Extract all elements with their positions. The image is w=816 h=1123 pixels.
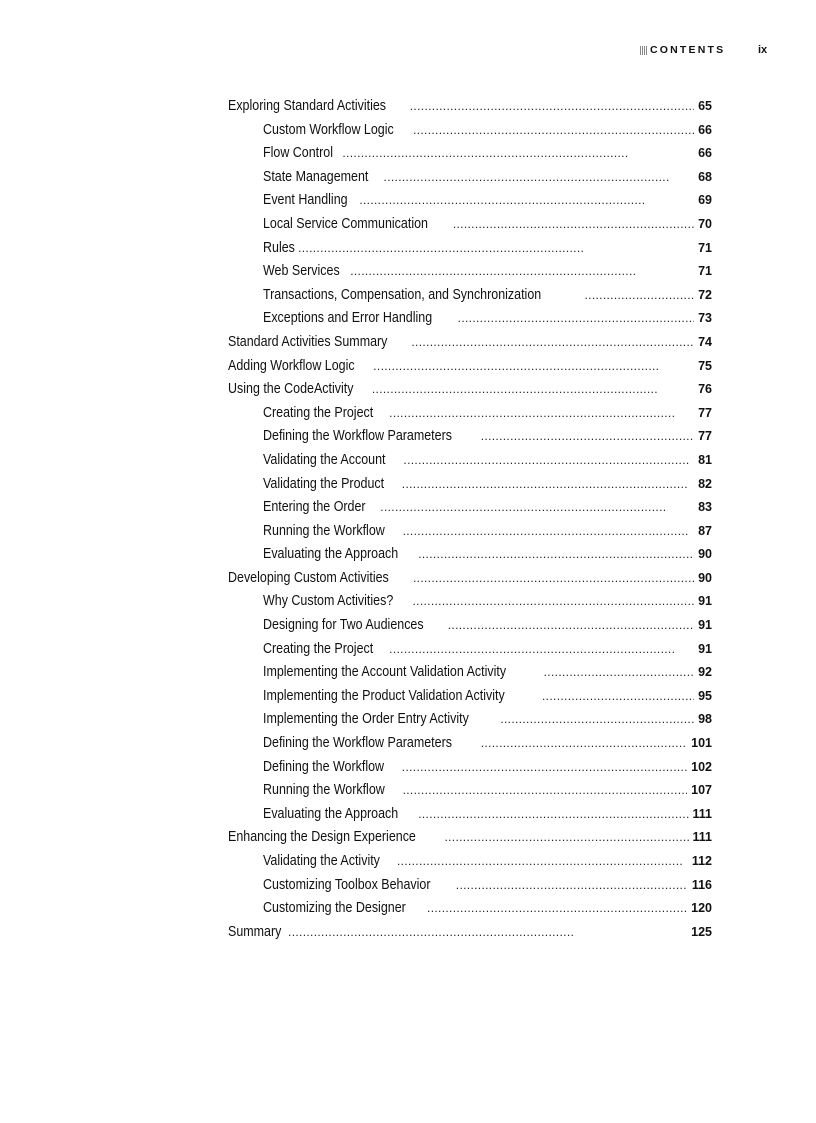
toc-entry-title: Running the Workflow — [263, 522, 385, 539]
toc-subentry[interactable] — [228, 546, 712, 570]
toc-entry-page: 120 — [691, 901, 712, 916]
toc-entry-title: Customizing the Designer — [263, 900, 406, 917]
toc-entry-title: Validating the Product — [263, 475, 385, 492]
dot-leader — [342, 146, 694, 160]
dot-leader — [448, 618, 694, 632]
toc-subentry[interactable] — [228, 641, 712, 665]
toc-subentry[interactable] — [228, 499, 712, 523]
toc-entry-page: 66 — [698, 122, 712, 137]
toc-entry-title: Rules — [263, 239, 295, 256]
toc-entry-title: Validating the Activity — [263, 853, 380, 869]
dot-leader — [413, 123, 694, 137]
dot-leader — [544, 665, 694, 679]
dot-leader — [413, 571, 694, 585]
toc-entry-title: Local Service Communication — [263, 215, 428, 232]
toc-entry-page: 74 — [698, 334, 712, 349]
toc-entry-page: 92 — [698, 665, 712, 680]
toc-entry-page: 69 — [698, 193, 712, 208]
running-head — [0, 42, 816, 58]
toc-entry-title: Defining the Workflow — [263, 758, 385, 775]
toc-entry-page: 102 — [691, 759, 712, 774]
toc-entry-page: 91 — [698, 594, 712, 609]
toc-subentry[interactable] — [228, 617, 712, 641]
dot-leader — [402, 760, 687, 774]
toc-entry-title: Defining the Workflow Parameters — [263, 428, 452, 445]
toc-subentry[interactable] — [228, 688, 712, 712]
running-head-label — [640, 42, 725, 58]
toc-entry-page: 76 — [698, 382, 712, 397]
toc-entry-title: Creating the Project — [263, 640, 374, 657]
dot-leader — [418, 547, 694, 561]
dot-leader — [418, 807, 688, 821]
dot-leader — [397, 854, 688, 868]
toc-entry[interactable] — [228, 98, 712, 122]
dot-leader — [584, 288, 694, 302]
toc-subentry[interactable] — [228, 428, 712, 452]
toc-entry-title: Exceptions and Error Handling — [263, 310, 433, 327]
toc-entry-title: Implementing the Order Entry Activity — [263, 711, 469, 728]
toc-entry-title: Web Services — [263, 263, 340, 280]
toc-subentry[interactable] — [228, 523, 712, 547]
toc-entry-page: 71 — [698, 240, 712, 255]
toc-subentry[interactable] — [228, 216, 712, 240]
toc-subentry[interactable] — [228, 476, 712, 500]
toc-entry-title: Transactions, Compensation, and Synchronization — [263, 286, 542, 303]
toc-subentry[interactable] — [228, 192, 712, 216]
toc-entry-page: 112 — [691, 854, 712, 868]
toc-entry-page: 111 — [692, 806, 712, 821]
toc-entry-page: 90 — [698, 570, 712, 585]
dot-leader — [403, 453, 694, 467]
toc-entry-page: 116 — [691, 877, 712, 892]
toc-entry-page: 90 — [698, 547, 712, 562]
toc-entry-title: Validating the Account — [263, 451, 386, 468]
dot-leader — [410, 99, 694, 113]
toc-subentry[interactable] — [228, 240, 712, 264]
toc-subentry[interactable] — [228, 145, 712, 169]
dot-leader — [500, 712, 694, 726]
dot-leader — [481, 736, 687, 750]
dot-leader — [384, 170, 695, 184]
toc-subentry[interactable] — [228, 263, 712, 287]
toc-entry-title: Evaluating the Approach — [263, 805, 399, 822]
toc-entry-page: 72 — [698, 287, 712, 302]
toc-entry-title: Developing Custom Activities — [228, 569, 389, 586]
toc-entry-title: Event Handling — [263, 192, 348, 209]
toc-entry-title: Entering the Order — [263, 499, 366, 516]
toc-entry-title: Enhancing the Design Experience — [228, 829, 416, 846]
toc-entry-title: Flow Control — [263, 145, 333, 162]
dot-leader — [411, 335, 694, 349]
dot-leader — [481, 429, 694, 443]
toc-entry-page: 107 — [691, 783, 712, 798]
toc-entry-page: 91 — [698, 618, 712, 633]
toc-entry-page: 87 — [698, 523, 712, 538]
dot-leader — [453, 217, 694, 231]
toc-entry-page: 71 — [698, 264, 712, 279]
toc-entry-page: 70 — [698, 216, 712, 231]
dot-leader — [380, 500, 694, 514]
toc-entry-title: State Management — [263, 168, 369, 185]
dot-leader — [359, 193, 694, 207]
toc-entry-title: Custom Workflow Logic — [263, 121, 394, 138]
toc-subentry[interactable] — [228, 664, 712, 688]
dot-leader — [427, 901, 687, 915]
dot-leader — [402, 477, 694, 491]
dot-leader — [389, 406, 694, 420]
toc-entry-page: 77 — [698, 429, 712, 444]
dot-leader — [298, 241, 694, 255]
toc-subentry[interactable] — [228, 169, 712, 193]
toc-subentry[interactable] — [228, 759, 712, 783]
dot-leader — [458, 311, 694, 325]
dot-leader — [542, 689, 694, 703]
toc-subentry[interactable] — [228, 711, 712, 735]
toc-entry-title: Using the CodeActivity — [228, 381, 354, 398]
running-head-text: CONTENTS — [650, 44, 726, 56]
toc-entry-title: Why Custom Activities? — [263, 593, 394, 610]
toc-entry-page: 91 — [698, 641, 712, 656]
dot-leader — [389, 642, 694, 656]
dot-leader — [372, 382, 694, 396]
toc-entry-page: 95 — [698, 688, 712, 703]
dot-leader — [444, 830, 688, 844]
toc-entry-title: Adding Workflow Logic — [228, 357, 355, 374]
toc-subentry[interactable] — [228, 782, 712, 806]
toc-entry-title: Implementing the Account Validation Activity — [263, 664, 507, 681]
toc-subentry[interactable] — [228, 877, 712, 901]
dot-leader — [413, 594, 695, 608]
toc-subentry[interactable] — [228, 900, 712, 924]
page-number: ix — [758, 44, 768, 56]
toc-subentry[interactable] — [228, 310, 712, 334]
toc-entry-title: Implementing the Product Validation Activity — [263, 687, 505, 704]
toc-entry-page: 65 — [698, 99, 712, 113]
toc-entry-title: Evaluating the Approach — [263, 546, 399, 563]
toc-entry-page: 77 — [698, 405, 712, 420]
toc-entry-page: 81 — [698, 452, 712, 467]
toc-entry-title: Customizing Toolbox Behavior — [263, 876, 431, 893]
toc-entry-title: Running the Workflow — [263, 782, 385, 799]
toc-entry-page: 73 — [698, 311, 712, 326]
toc-entry-title: Exploring Standard Activities — [228, 98, 387, 114]
table-of-contents — [228, 98, 712, 947]
toc-entry-page: 98 — [698, 712, 712, 727]
toc-entry[interactable] — [228, 924, 712, 948]
toc-subentry[interactable] — [228, 593, 712, 617]
toc-entry[interactable] — [228, 381, 712, 405]
dot-leader — [456, 878, 688, 892]
dot-leader — [350, 264, 694, 278]
toc-subentry[interactable] — [228, 122, 712, 146]
toc-entry-page: 82 — [698, 476, 712, 491]
toc-entry[interactable] — [228, 358, 712, 382]
toc-entry-page: 111 — [692, 830, 712, 845]
dot-leader — [288, 925, 687, 939]
toc-subentry[interactable] — [228, 452, 712, 476]
toc-entry-page: 101 — [691, 736, 712, 751]
toc-entry-page: 125 — [691, 924, 712, 939]
toc-entry[interactable] — [228, 570, 712, 594]
toc-entry-page: 75 — [698, 358, 712, 373]
toc-subentry[interactable] — [228, 735, 712, 759]
toc-entry-page: 83 — [698, 500, 712, 515]
toc-entry-title: Creating the Project — [263, 404, 374, 421]
dot-leader — [403, 783, 688, 797]
toc-entry-page: 66 — [698, 146, 712, 161]
dot-leader — [373, 359, 694, 373]
chapter-mark-icon — [640, 46, 647, 55]
toc-subentry[interactable] — [228, 287, 712, 311]
toc-subentry[interactable] — [228, 405, 712, 429]
toc-entry-title: Defining the Workflow Parameters — [263, 735, 452, 752]
toc-subentry[interactable] — [228, 806, 712, 830]
toc-entry[interactable] — [228, 334, 712, 358]
dot-leader — [403, 524, 695, 538]
toc-entry-title: Standard Activities Summary — [228, 333, 388, 350]
toc-entry-page: 68 — [698, 169, 712, 184]
toc-entry[interactable] — [228, 829, 712, 853]
toc-entry-title: Summary — [228, 923, 282, 940]
toc-entry-title: Designing for Two Audiences — [263, 617, 424, 634]
toc-subentry[interactable] — [228, 853, 712, 877]
